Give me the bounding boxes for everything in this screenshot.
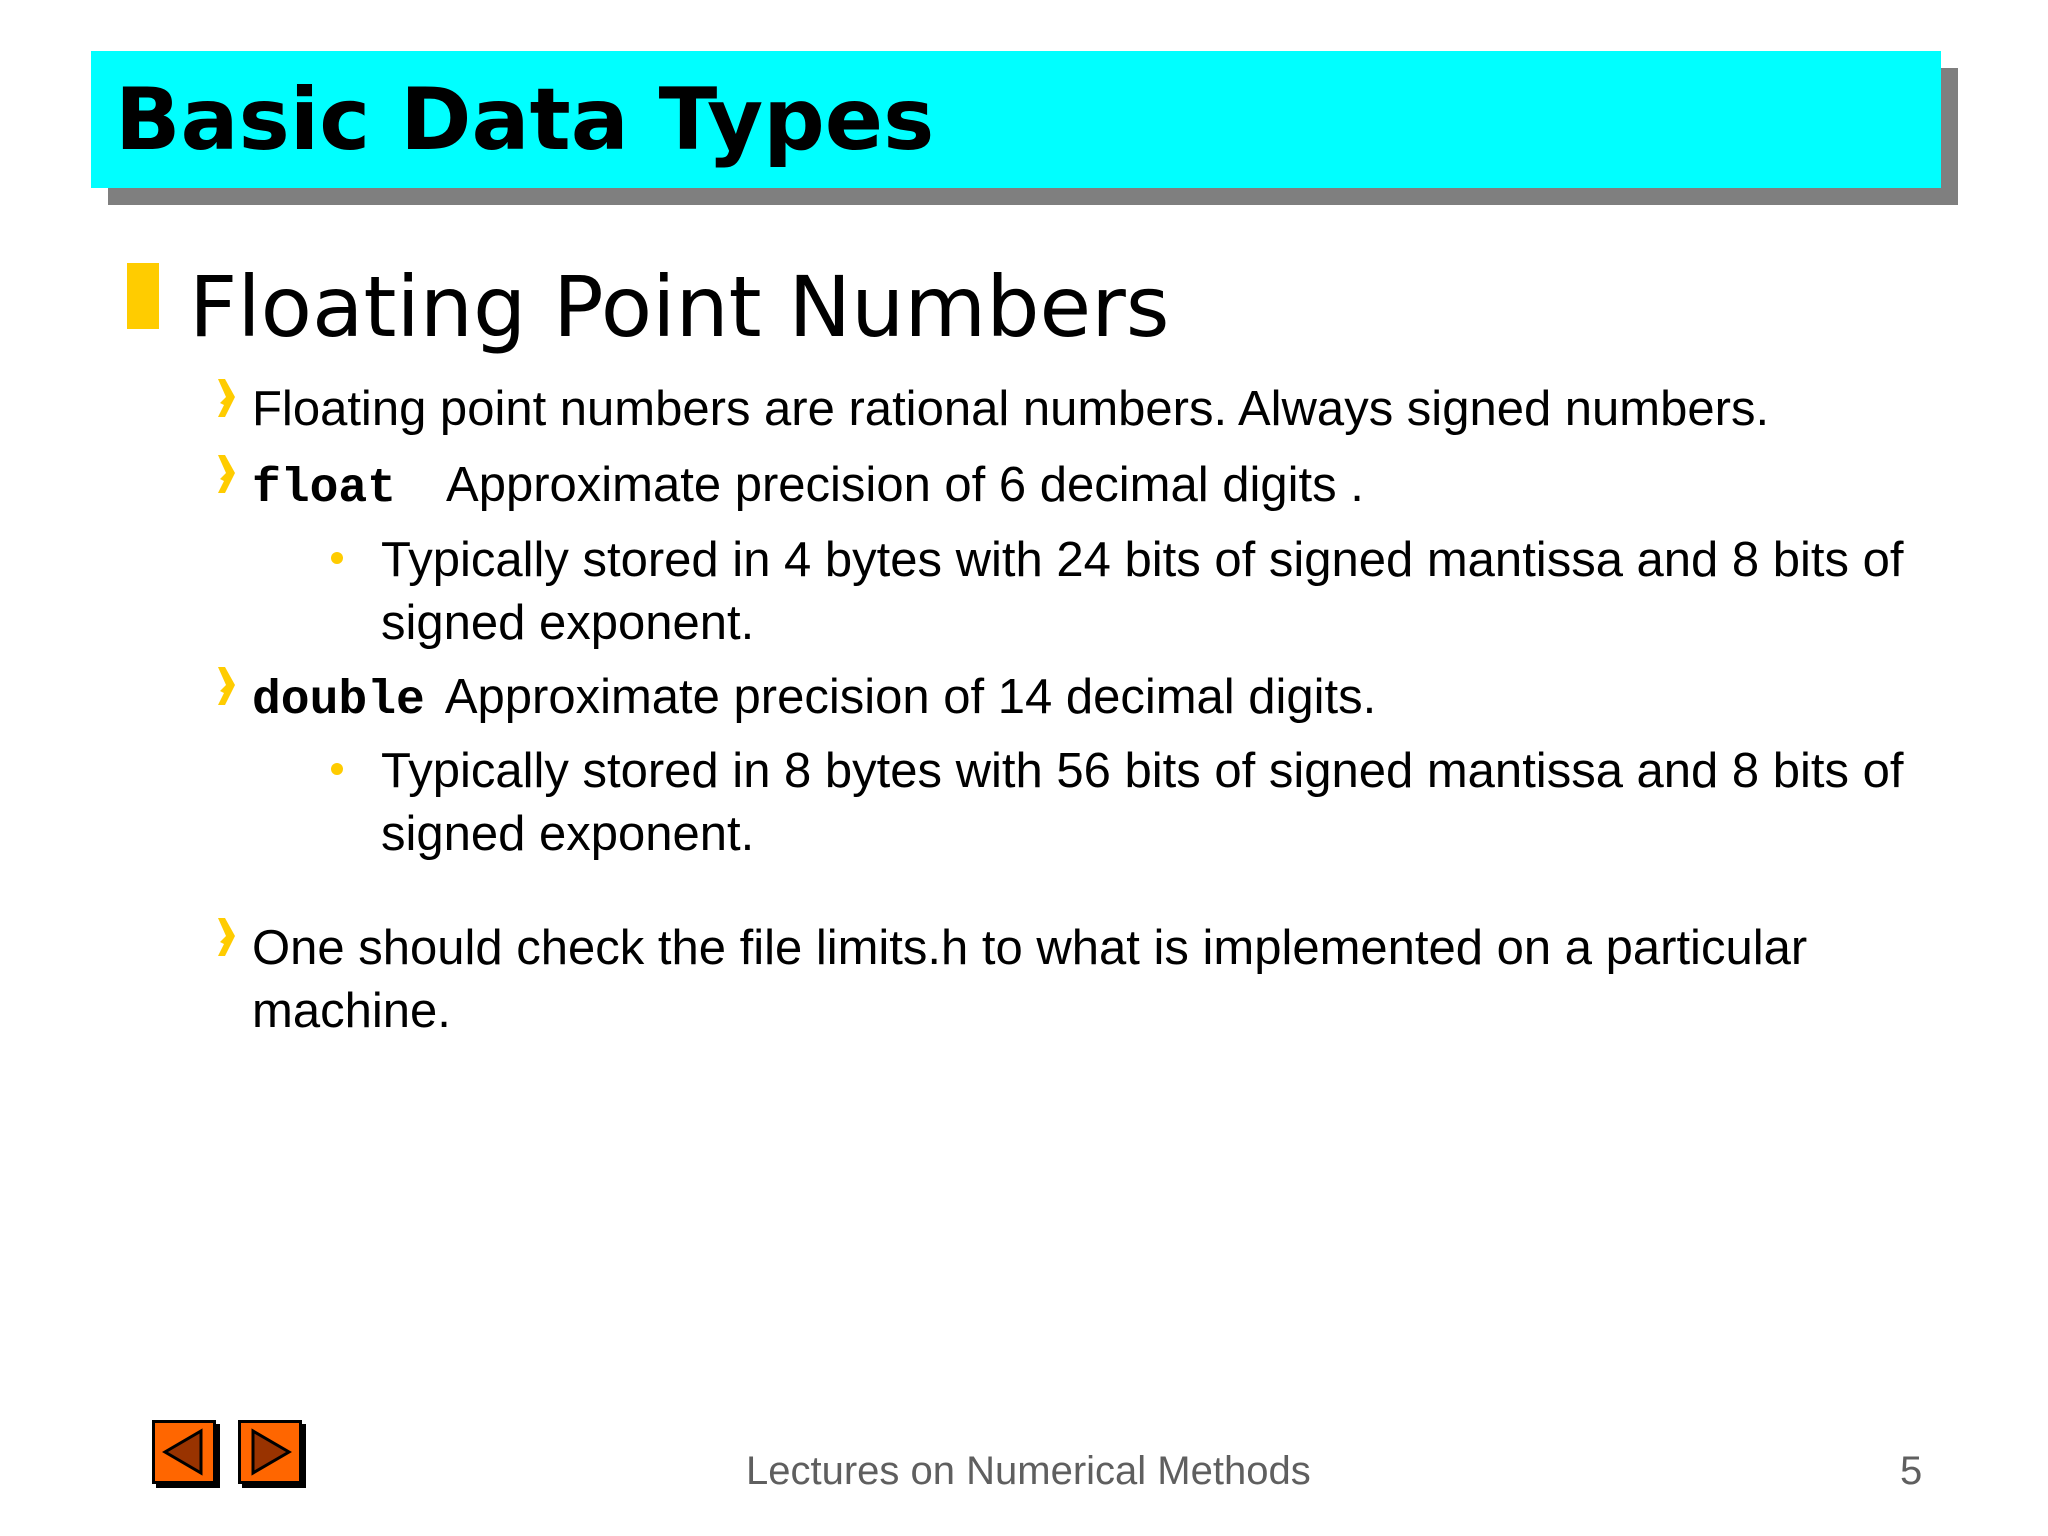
code-double: double [252, 674, 425, 728]
triangle-left-icon [155, 1423, 213, 1481]
code-float: float [252, 462, 397, 516]
sub-bullet-dot [331, 552, 343, 564]
next-slide-button[interactable] [238, 1420, 302, 1484]
slide-title: Basic Data Types [115, 70, 935, 170]
previous-slide-button[interactable] [152, 1420, 216, 1484]
bullet-float [252, 454, 1364, 521]
sub-bullet-dot [331, 763, 343, 775]
bullet-double [252, 666, 1376, 733]
triangle-right-icon [241, 1423, 299, 1481]
page-number: 5 [1900, 1449, 1923, 1493]
float-description: Approximate precision of 6 decimal digits . [446, 458, 1364, 512]
bullet-floating-point: Floating point numbers are rational numbers. Always signed numbers. [252, 382, 1770, 436]
sub-bullet-float-storage: Typically stored in 4 bytes with 24 bits of signed mantissa and 8 bits of signed exponent. [381, 533, 1904, 650]
footer-title: Lectures on Numerical Methods [746, 1449, 1311, 1493]
arrow-bullet-icon [215, 916, 237, 960]
title-bar [91, 51, 1941, 188]
sub-bullet-double-storage: Typically stored in 8 bytes with 56 bits of signed mantissa and 8 bits of signed exponent. [381, 744, 1904, 861]
arrow-bullet-icon [215, 377, 237, 421]
arrow-bullet-icon [215, 453, 237, 497]
section-heading: Floating Point Numbers [189, 258, 1170, 356]
arrow-bullet-icon [215, 665, 237, 709]
heading-bullet-marker [127, 263, 159, 329]
double-description: Approximate precision of 14 decimal digits. [444, 670, 1377, 724]
bullet-limits-h: One should check the file limits.h to what is implemented on a particular machine. [252, 921, 1808, 1038]
